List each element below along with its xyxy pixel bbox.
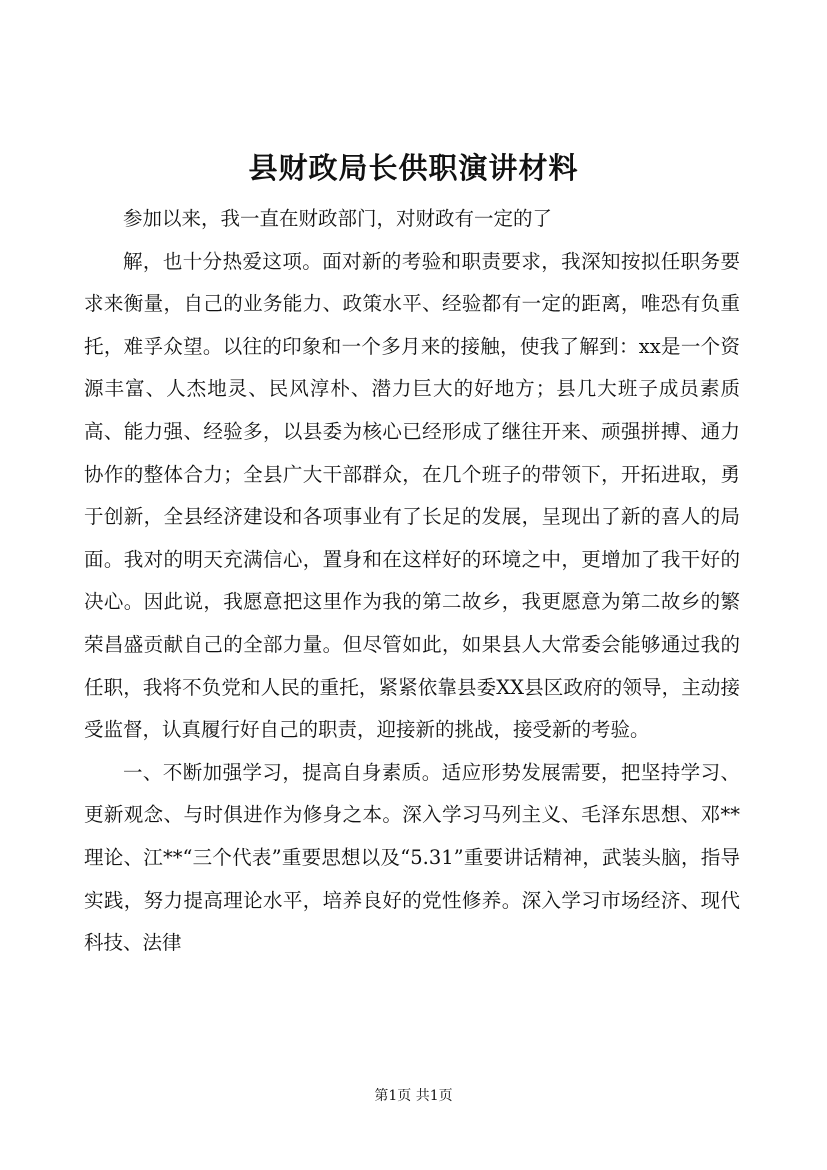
- document-body: [84, 198, 740, 965]
- paragraph-3: 一、不断加强学习，提高自身素质。适应形势发展需要，把坚持学习、更新观念、与时俱进作为修身之本。深入学习马列主义、毛泽东思想、邓**理论、江**“三个代表”重要思想以及“5.31”重要讲话精神，武装头脑，指导实践，努力提高理论水平，培养良好的党性修养。深入学习市场经济、现代科技、法律: [84, 760, 740, 955]
- paragraph-1: 参加以来，我一直在财政部门，对财政有一定的了: [123, 207, 553, 230]
- paragraph-2: 解，也十分热爱这项。面对新的考验和职责要求，我深知按拟任职务要求来衡量，自己的业务能力、政策水平、经验都有一定的距离，唯恐有负重托，难孚众望。以往的印象和一个多月来的接触，使我了解到：xx是一个资源丰富、人杰地灵、民风淳朴、潜力巨大的好地方；县几大班子成员素质高、能力强、经验多，以县委为核心已经形成了继往开来、顽强拼搏、通力协作的整体合力；全县广大干部群众，在几个班子的带领下，开拓进取，勇于创新，全县经济建设和各项事业有了长足的发展，呈现出了新的喜人的局面。我对的明天充满信心，置身和在这样好的环境之中，更增加了我干好的决心。因此说，我愿意把这里作为我的第二故乡，我更愿意为第二故乡的繁荣昌盛贡献自己的全部力量。但尽管如此，如果县人大常委会能够通过我的任职，我将不负党和人民的重托，紧紧依靠县委XX县区政府的领导，主动接受监督，认真履行好自己的职责，迎接新的挑战，接受新的考验。: [84, 249, 740, 742]
- document-title: 县财政局长供职演讲材料: [248, 151, 579, 185]
- page-footer: 第1页 共1页: [374, 1088, 453, 1104]
